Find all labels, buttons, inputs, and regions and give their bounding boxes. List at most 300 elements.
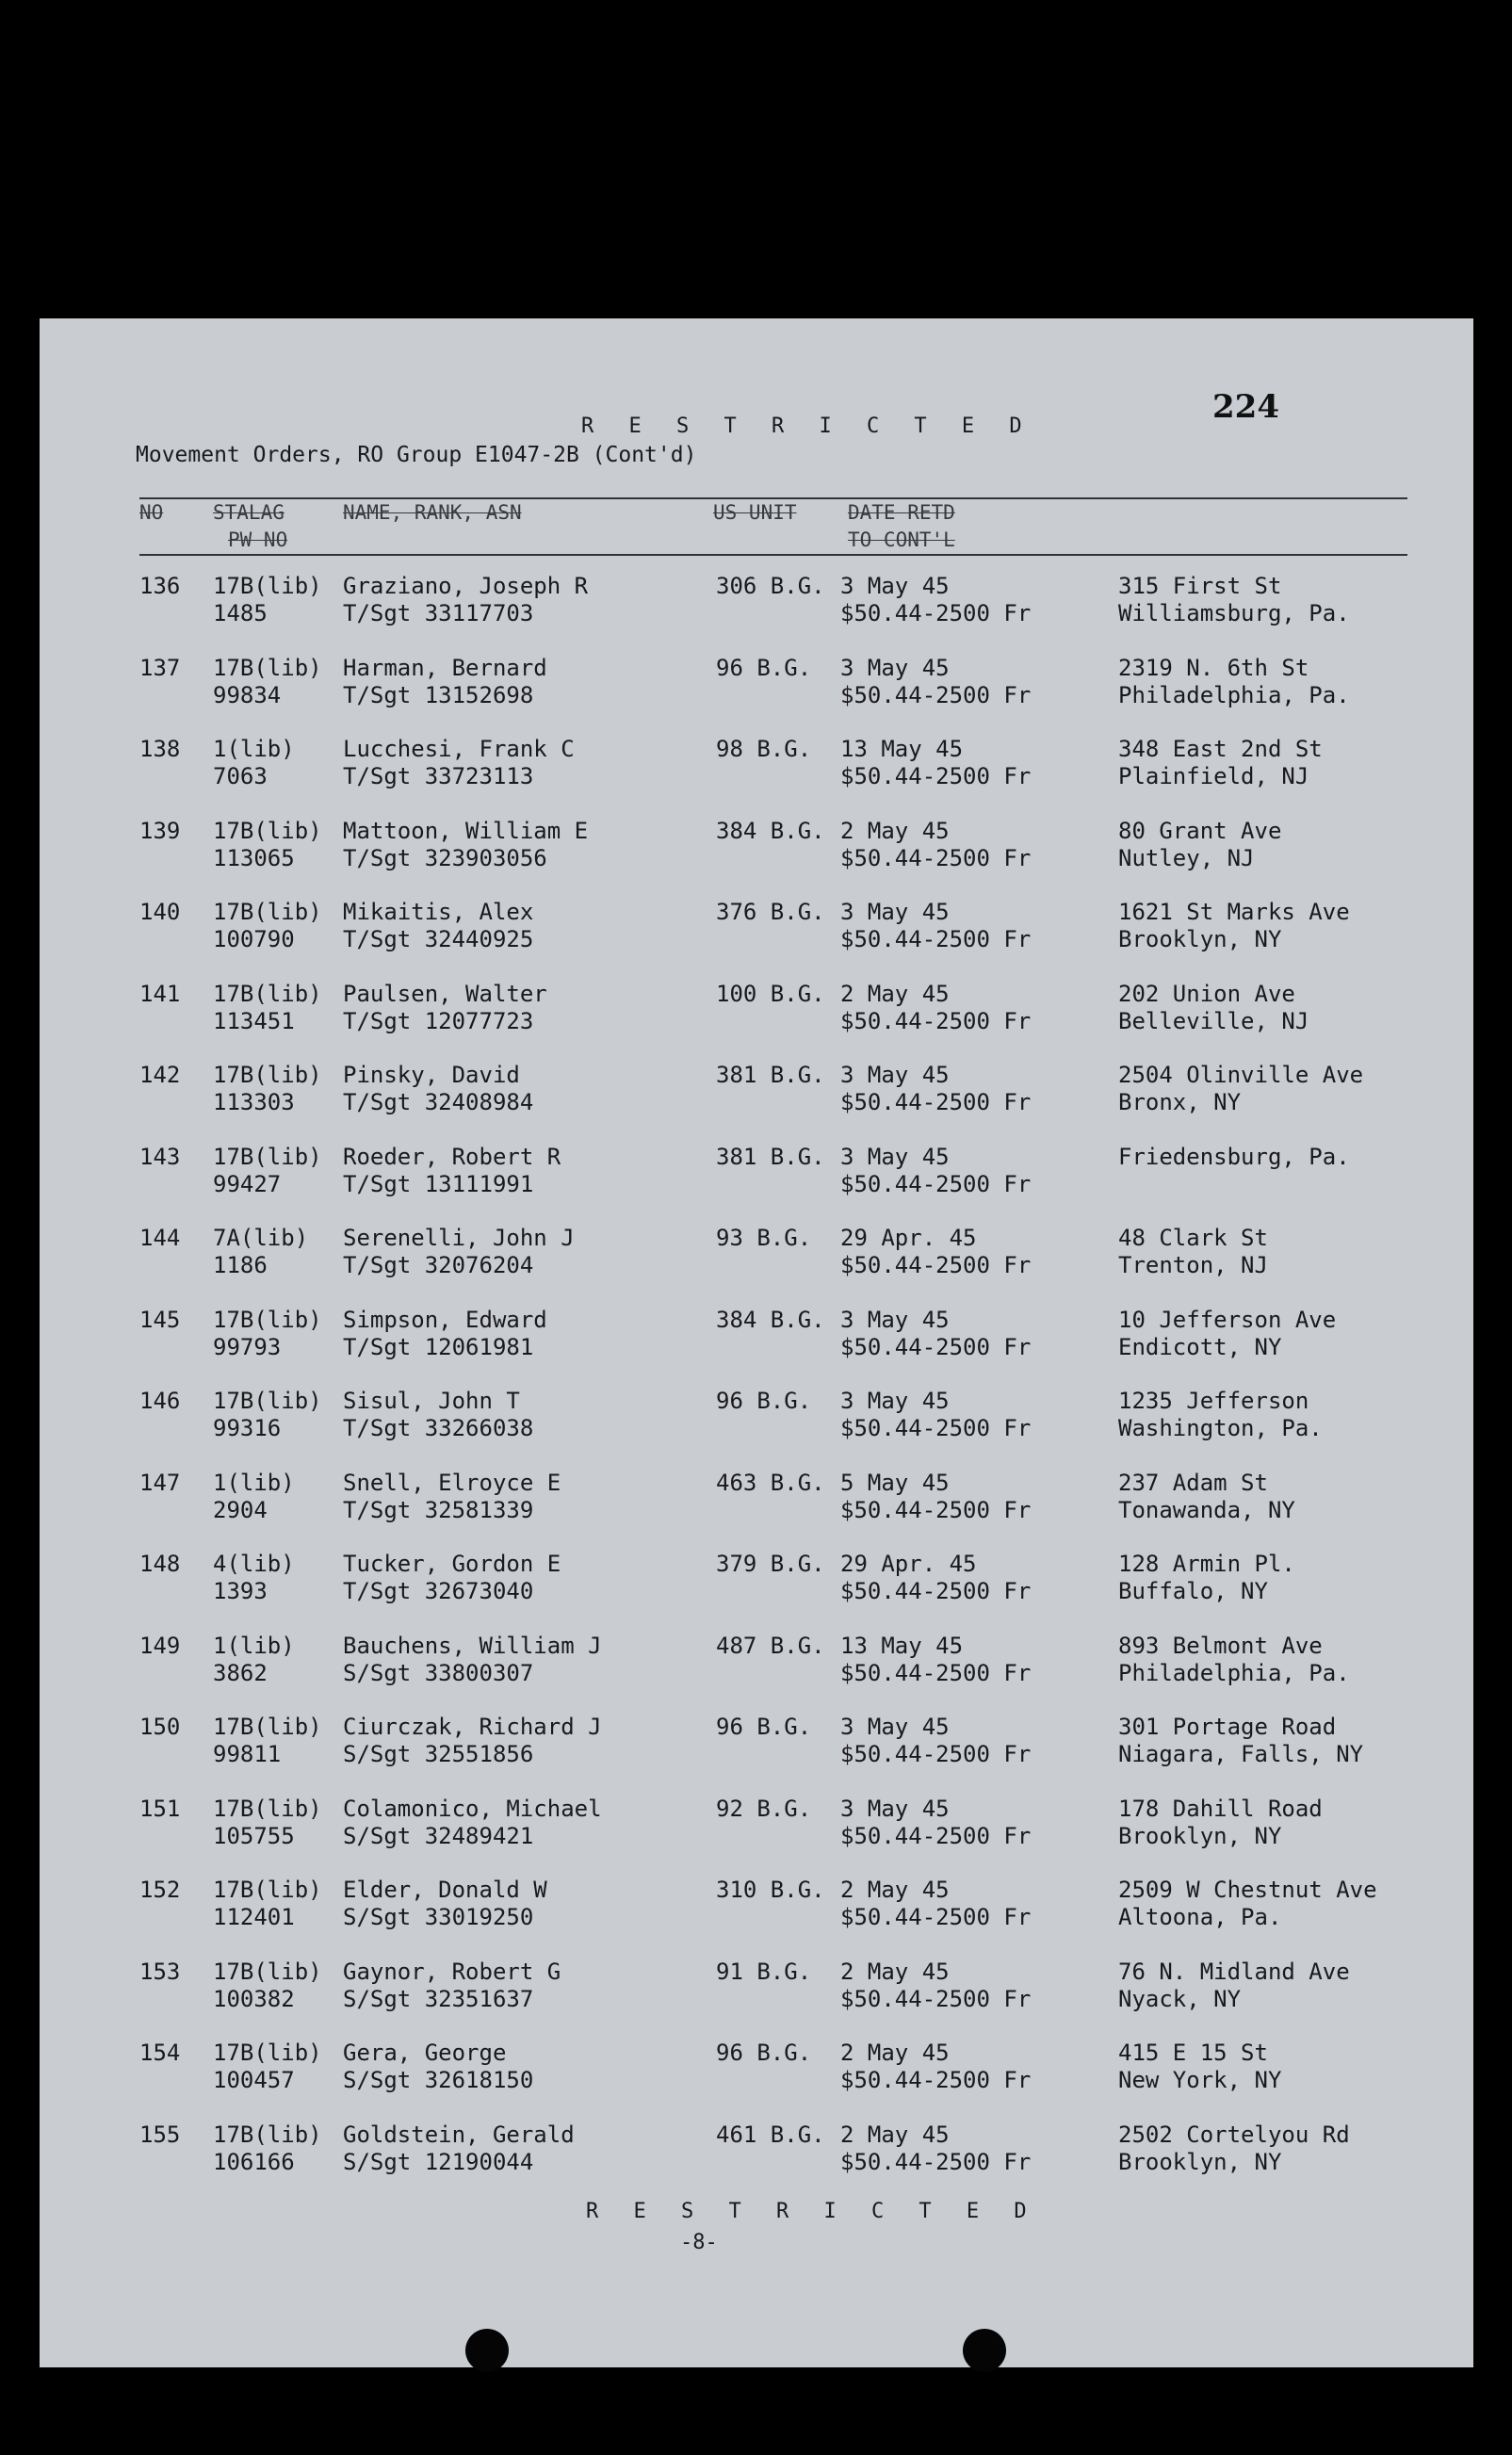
row-unit <box>716 1388 811 1415</box>
row-name-rank <box>343 2040 533 2094</box>
row-date-pay-pay: $50.44-2500 Fr <box>840 1578 1032 1604</box>
row-address-addr1: 301 Portage Road <box>1118 1714 1337 1740</box>
row-stalag-pw: 1186 <box>213 1252 268 1278</box>
row-number-no: 150 <box>139 1714 181 1740</box>
row-name-rank <box>343 655 547 709</box>
row-stalag-pw: 113303 <box>213 1089 295 1115</box>
row-address-addr2: Niagara, Falls, NY <box>1118 1741 1364 1767</box>
row-unit-unit: 384 B.G. <box>716 817 825 844</box>
row-name-rank <box>343 981 547 1035</box>
row-name-rank <box>343 1796 602 1850</box>
row-number <box>139 899 180 926</box>
row-number-no: 136 <box>139 573 181 599</box>
row-name-rank-rank-asn: T/Sgt 12077723 <box>343 1007 534 1034</box>
row-address <box>1118 1144 1434 1171</box>
row-date-pay <box>840 981 1031 1035</box>
row-date-pay <box>840 1307 1031 1361</box>
punch-hole-left <box>465 2329 509 2372</box>
row-name-rank-rank-asn: T/Sgt 32440925 <box>343 926 534 952</box>
row-date-pay <box>840 1062 1031 1116</box>
row-name-rank-name: Harman, Bernard <box>343 654 547 681</box>
row-unit-unit: 381 B.G. <box>716 1062 825 1088</box>
row-address-addr1: 48 Clark St <box>1118 1225 1268 1251</box>
row-stalag-pw: 113065 <box>213 844 295 871</box>
row-address-addr1: 415 E 15 St <box>1118 2040 1268 2066</box>
row-date-pay-date: 2 May 45 <box>840 1877 950 1903</box>
row-stalag <box>213 573 322 627</box>
row-number-no: 140 <box>139 899 181 925</box>
row-unit-unit: 306 B.G. <box>716 573 825 599</box>
row-stalag <box>213 1959 322 2013</box>
table-row <box>40 1796 1473 1878</box>
row-date-pay-pay: $50.44-2500 Fr <box>840 1007 1032 1034</box>
row-stalag <box>213 1144 322 1198</box>
row-number-no: 147 <box>139 1469 181 1496</box>
row-stalag-stalag: 17B(lib) <box>213 1958 322 1985</box>
row-unit <box>716 1470 825 1497</box>
row-name-rank-name: Serenelli, John J <box>343 1225 575 1251</box>
row-number-no: 155 <box>139 2121 181 2148</box>
table-row <box>40 573 1473 655</box>
row-date-pay <box>840 1388 1031 1442</box>
row-name-rank-rank-asn: T/Sgt 13111991 <box>343 1170 534 1197</box>
row-unit-unit: 461 B.G. <box>716 2121 825 2148</box>
row-unit <box>716 818 825 845</box>
row-date-pay <box>840 1551 1031 1605</box>
row-unit <box>716 1225 811 1252</box>
table-row <box>40 655 1473 737</box>
row-stalag-stalag: 1(lib) <box>213 736 295 762</box>
row-stalag-pw: 100790 <box>213 926 295 952</box>
row-date-pay-pay: $50.44-2500 Fr <box>840 1985 1032 2012</box>
col-header-stalag: STALAG <box>213 501 285 524</box>
row-unit <box>716 1877 825 1904</box>
row-name-rank-rank-asn: S/Sgt 33800307 <box>343 1659 534 1686</box>
row-address <box>1118 1633 1434 1687</box>
row-address <box>1118 1877 1434 1931</box>
row-unit <box>716 1959 811 1986</box>
row-date-pay-date: 2 May 45 <box>840 2121 950 2148</box>
row-name-rank-rank-asn: S/Sgt 32489421 <box>343 1822 534 1849</box>
row-name-rank-rank-asn: T/Sgt 32408984 <box>343 1089 534 1115</box>
row-name-rank-rank-asn: T/Sgt 32581339 <box>343 1496 534 1523</box>
table-row <box>40 1062 1473 1144</box>
row-address-addr2: Brooklyn, NY <box>1118 926 1282 952</box>
row-date-pay-pay: $50.44-2500 Fr <box>840 1496 1032 1523</box>
row-number-no: 141 <box>139 980 181 1007</box>
table-row <box>40 899 1473 981</box>
row-date-pay-pay: $50.44-2500 Fr <box>840 2148 1032 2175</box>
row-unit-unit: 379 B.G. <box>716 1551 825 1577</box>
row-address-addr1: 80 Grant Ave <box>1118 817 1282 844</box>
row-date-pay-date: 3 May 45 <box>840 654 950 681</box>
row-stalag-pw: 99793 <box>213 1333 282 1360</box>
col-header-pw-no: PW NO <box>228 528 288 551</box>
row-address-addr1: 2502 Cortelyou Rd <box>1118 2121 1350 2148</box>
row-name-rank <box>343 736 575 790</box>
row-name-rank-name: Pinsky, David <box>343 1062 520 1088</box>
row-address <box>1118 899 1434 953</box>
row-address-addr1: 2504 Olinville Ave <box>1118 1062 1364 1088</box>
row-address-addr2: Tonawanda, NY <box>1118 1496 1295 1523</box>
row-stalag-pw: 105755 <box>213 1822 295 1849</box>
row-stalag-pw: 100382 <box>213 1985 295 2012</box>
row-name-rank-name: Mattoon, William E <box>343 817 589 844</box>
row-date-pay <box>840 1796 1031 1850</box>
row-number-no: 152 <box>139 1877 181 1903</box>
row-name-rank <box>343 1144 561 1198</box>
row-address <box>1118 1307 1434 1361</box>
row-date-pay-date: 3 May 45 <box>840 1143 950 1170</box>
table-row <box>40 2040 1473 2122</box>
row-name-rank-name: Paulsen, Walter <box>343 980 547 1007</box>
row-stalag <box>213 2122 322 2176</box>
table-row <box>40 1633 1473 1715</box>
row-stalag-stalag: 17B(lib) <box>213 899 322 925</box>
row-date-pay <box>840 2040 1031 2094</box>
row-stalag-pw: 1393 <box>213 1578 268 1604</box>
restricted-header: R E S T R I C T E D <box>581 415 1033 438</box>
row-unit-unit: 376 B.G. <box>716 899 825 925</box>
row-stalag <box>213 736 295 790</box>
row-stalag <box>213 1633 295 1687</box>
row-name-rank-rank-asn: T/Sgt 32076204 <box>343 1252 534 1278</box>
row-address <box>1118 1062 1434 1116</box>
row-unit-unit: 487 B.G. <box>716 1632 825 1659</box>
row-unit <box>716 1307 825 1334</box>
row-number <box>139 2040 180 2067</box>
row-address-addr2: Nyack, NY <box>1118 1985 1242 2012</box>
row-date-pay-date: 3 May 45 <box>840 899 950 925</box>
row-address-addr1: 315 First St <box>1118 573 1282 599</box>
row-stalag-pw: 99427 <box>213 1170 282 1197</box>
row-address-addr1: 128 Armin Pl. <box>1118 1551 1295 1577</box>
row-unit <box>716 899 825 926</box>
row-name-rank <box>343 1307 547 1361</box>
row-address <box>1118 1796 1434 1850</box>
row-number-no: 144 <box>139 1225 181 1251</box>
row-unit <box>716 2040 811 2067</box>
row-unit-unit: 100 B.G. <box>716 980 825 1007</box>
row-name-rank <box>343 1062 533 1116</box>
row-number <box>139 655 180 682</box>
row-address <box>1118 1470 1434 1524</box>
row-unit <box>716 1796 811 1823</box>
row-stalag <box>213 1714 322 1768</box>
row-date-pay-pay: $50.44-2500 Fr <box>840 844 1032 871</box>
row-number <box>139 1144 180 1171</box>
header-rule-top <box>139 497 1407 499</box>
row-stalag-stalag: 17B(lib) <box>213 1388 322 1414</box>
row-name-rank-rank-asn: T/Sgt 33117703 <box>343 600 534 626</box>
row-stalag-pw: 113451 <box>213 1007 295 1034</box>
col-header-date: DATE RETD <box>848 501 955 524</box>
row-name-rank <box>343 2122 575 2176</box>
row-name-rank <box>343 1877 547 1931</box>
table-row <box>40 736 1473 818</box>
row-address <box>1118 1388 1434 1442</box>
row-name-rank <box>343 1225 575 1279</box>
row-address-addr1: 10 Jefferson Ave <box>1118 1306 1337 1333</box>
document-page <box>40 318 1473 2367</box>
row-address <box>1118 981 1434 1035</box>
row-name-rank-name: Roeder, Robert R <box>343 1143 561 1170</box>
row-stalag-pw: 99316 <box>213 1415 282 1441</box>
row-name-rank-name: Colamonico, Michael <box>343 1795 602 1822</box>
row-address-addr2: Plainfield, NJ <box>1118 763 1309 789</box>
row-name-rank-name: Tucker, Gordon E <box>343 1551 561 1577</box>
table-row <box>40 818 1473 900</box>
row-address-addr1: 76 N. Midland Ave <box>1118 1958 1350 1985</box>
row-address-addr1: 1235 Jefferson <box>1118 1388 1309 1414</box>
row-name-rank-name: Graziano, Joseph R <box>343 573 589 599</box>
row-stalag-stalag: 17B(lib) <box>213 980 322 1007</box>
row-stalag <box>213 899 322 953</box>
row-address-addr1: 2509 W Chestnut Ave <box>1118 1877 1377 1903</box>
row-name-rank-name: Lucchesi, Frank C <box>343 736 575 762</box>
row-stalag-stalag: 17B(lib) <box>213 573 322 599</box>
row-name-rank <box>343 899 533 953</box>
row-stalag-stalag: 17B(lib) <box>213 1306 322 1333</box>
row-unit <box>716 573 825 600</box>
row-number <box>139 1225 180 1252</box>
row-date-pay-date: 3 May 45 <box>840 1306 950 1333</box>
row-address-addr2: Brooklyn, NY <box>1118 1822 1282 1849</box>
row-stalag-stalag: 1(lib) <box>213 1632 295 1659</box>
row-number-no: 145 <box>139 1306 181 1333</box>
table-row <box>40 1714 1473 1796</box>
row-date-pay-date: 3 May 45 <box>840 1062 950 1088</box>
row-stalag <box>213 1551 295 1605</box>
row-name-rank-name: Goldstein, Gerald <box>343 2121 575 2148</box>
row-stalag-stalag: 17B(lib) <box>213 654 322 681</box>
row-number-no: 148 <box>139 1551 181 1577</box>
row-date-pay-date: 2 May 45 <box>840 980 950 1007</box>
footer-page-number: -8- <box>680 2231 718 2254</box>
row-date-pay-date: 3 May 45 <box>840 1388 950 1414</box>
row-name-rank-rank-asn: T/Sgt 33723113 <box>343 763 534 789</box>
row-date-pay-pay: $50.44-2500 Fr <box>840 1415 1032 1441</box>
row-name-rank-rank-asn: T/Sgt 13152698 <box>343 681 534 708</box>
row-address-addr2: Trenton, NJ <box>1118 1252 1268 1278</box>
row-address-addr2: Bronx, NY <box>1118 1089 1242 1115</box>
row-address <box>1118 1551 1434 1605</box>
row-date-pay-date: 29 Apr. 45 <box>840 1551 977 1577</box>
row-unit-unit: 96 B.G. <box>716 2040 812 2066</box>
row-stalag <box>213 1388 322 1442</box>
row-date-pay-date: 2 May 45 <box>840 817 950 844</box>
row-date-pay <box>840 736 1031 790</box>
col-header-to-cont: TO CONT'L <box>848 528 955 551</box>
row-date-pay-date: 13 May 45 <box>840 736 964 762</box>
row-stalag-pw: 2904 <box>213 1496 268 1523</box>
row-number <box>139 1307 180 1334</box>
row-unit <box>716 1633 825 1660</box>
row-unit <box>716 2122 825 2149</box>
row-unit <box>716 655 811 682</box>
row-date-pay <box>840 1959 1031 2013</box>
row-date-pay <box>840 818 1031 872</box>
row-name-rank-rank-asn: S/Sgt 33019250 <box>343 1904 534 1930</box>
row-unit-unit: 381 B.G. <box>716 1143 825 1170</box>
row-number <box>139 1388 180 1415</box>
row-date-pay-date: 3 May 45 <box>840 1795 950 1822</box>
row-stalag-stalag: 17B(lib) <box>213 2121 322 2148</box>
row-name-rank-name: Gaynor, Robert G <box>343 1958 561 1985</box>
row-date-pay-pay: $50.44-2500 Fr <box>840 926 1032 952</box>
row-stalag-stalag: 17B(lib) <box>213 1795 322 1822</box>
row-stalag-pw: 100457 <box>213 2067 295 2093</box>
row-stalag-pw: 1485 <box>213 600 268 626</box>
row-stalag-stalag: 1(lib) <box>213 1469 295 1496</box>
row-number-no: 149 <box>139 1632 181 1659</box>
punch-hole-right <box>963 2329 1006 2372</box>
row-address <box>1118 736 1434 790</box>
row-address-addr2: Philadelphia, Pa. <box>1118 681 1350 708</box>
row-number-no: 153 <box>139 1958 181 1985</box>
row-unit <box>716 1144 825 1171</box>
row-date-pay-date: 2 May 45 <box>840 1958 950 1985</box>
row-number <box>139 1633 180 1660</box>
table-row <box>40 1551 1473 1633</box>
row-unit <box>716 736 811 763</box>
row-stalag-pw: 3862 <box>213 1659 268 1686</box>
row-address <box>1118 1714 1434 1768</box>
row-date-pay <box>840 1877 1031 1931</box>
table-row <box>40 1144 1473 1226</box>
row-address <box>1118 2122 1434 2176</box>
row-address-addr2: Endicott, NY <box>1118 1333 1282 1360</box>
row-number <box>139 1796 180 1823</box>
row-date-pay-date: 5 May 45 <box>840 1469 950 1496</box>
row-name-rank-name: Sisul, John T <box>343 1388 520 1414</box>
row-stalag <box>213 1796 322 1850</box>
table-row <box>40 1225 1473 1307</box>
row-name-rank <box>343 1633 602 1687</box>
row-stalag <box>213 981 322 1035</box>
row-date-pay-pay: $50.44-2500 Fr <box>840 1904 1032 1930</box>
row-address <box>1118 1225 1434 1279</box>
row-address-addr2: Washington, Pa. <box>1118 1415 1323 1441</box>
row-stalag <box>213 818 322 872</box>
row-name-rank-name: Simpson, Edward <box>343 1306 547 1333</box>
table-row <box>40 1877 1473 1959</box>
row-address-addr2: Buffalo, NY <box>1118 1578 1268 1604</box>
row-date-pay <box>840 1225 1031 1279</box>
row-address-addr2: Williamsburg, Pa. <box>1118 600 1350 626</box>
row-unit-unit: 384 B.G. <box>716 1306 825 1333</box>
row-date-pay-date: 3 May 45 <box>840 573 950 599</box>
row-stalag-pw: 99834 <box>213 681 282 708</box>
table-row <box>40 2122 1473 2203</box>
row-stalag-pw: 112401 <box>213 1904 295 1930</box>
row-date-pay-pay: $50.44-2500 Fr <box>840 1741 1032 1767</box>
row-unit-unit: 96 B.G. <box>716 1714 812 1740</box>
row-date-pay-pay: $50.44-2500 Fr <box>840 600 1032 626</box>
row-date-pay <box>840 1633 1031 1687</box>
row-number <box>139 1959 180 1986</box>
row-stalag <box>213 1307 322 1361</box>
row-unit-unit: 93 B.G. <box>716 1225 812 1251</box>
row-address <box>1118 1959 1434 2013</box>
row-unit <box>716 1062 825 1089</box>
row-name-rank-name: Mikaitis, Alex <box>343 899 534 925</box>
row-stalag-stalag: 4(lib) <box>213 1551 295 1577</box>
row-number <box>139 736 180 763</box>
row-unit-unit: 96 B.G. <box>716 654 812 681</box>
row-stalag <box>213 1062 322 1116</box>
row-number <box>139 1877 180 1904</box>
row-name-rank-rank-asn: T/Sgt 32673040 <box>343 1578 534 1604</box>
row-number <box>139 1714 180 1741</box>
row-stalag <box>213 1225 308 1279</box>
row-name-rank-rank-asn: T/Sgt 12061981 <box>343 1333 534 1360</box>
row-stalag <box>213 1877 322 1931</box>
row-stalag-stalag: 7A(lib) <box>213 1225 309 1251</box>
row-date-pay-pay: $50.44-2500 Fr <box>840 1333 1032 1360</box>
row-stalag-pw: 106166 <box>213 2148 295 2175</box>
page-number: 224 <box>1212 388 1279 426</box>
row-name-rank-name: Ciurczak, Richard J <box>343 1714 602 1740</box>
row-stalag <box>213 1470 295 1524</box>
header-rule-bottom <box>139 554 1407 556</box>
row-unit-unit: 96 B.G. <box>716 1388 812 1414</box>
row-name-rank <box>343 1714 602 1768</box>
row-date-pay <box>840 655 1031 709</box>
row-number-no: 139 <box>139 817 181 844</box>
row-number-no: 154 <box>139 2040 181 2066</box>
table-row <box>40 1959 1473 2040</box>
row-date-pay <box>840 1144 1031 1198</box>
row-address-addr2: New York, NY <box>1118 2067 1282 2093</box>
row-date-pay <box>840 1714 1031 1768</box>
row-stalag-pw: 7063 <box>213 763 268 789</box>
row-unit-unit: 92 B.G. <box>716 1795 812 1822</box>
row-stalag-stalag: 17B(lib) <box>213 817 322 844</box>
table-row <box>40 1388 1473 1470</box>
row-address-addr2: Brooklyn, NY <box>1118 2148 1282 2175</box>
row-stalag-pw: 99811 <box>213 1741 282 1767</box>
row-date-pay-pay: $50.44-2500 Fr <box>840 763 1032 789</box>
row-date-pay-date: 3 May 45 <box>840 1714 950 1740</box>
restricted-footer: R E S T R I C T E D <box>586 2200 1038 2223</box>
row-address-addr2: Nutley, NJ <box>1118 844 1255 871</box>
row-number <box>139 981 180 1008</box>
row-date-pay-date: 2 May 45 <box>840 2040 950 2066</box>
row-date-pay-pay: $50.44-2500 Fr <box>840 1822 1032 1849</box>
col-header-no: NO <box>139 501 164 524</box>
row-number-no: 138 <box>139 736 181 762</box>
row-date-pay-date: 13 May 45 <box>840 1632 964 1659</box>
col-header-name: NAME, RANK, ASN <box>343 501 522 524</box>
row-name-rank-name: Snell, Elroyce E <box>343 1469 561 1496</box>
row-name-rank <box>343 1388 533 1442</box>
row-number <box>139 573 180 600</box>
row-number <box>139 1470 180 1497</box>
row-stalag <box>213 655 322 709</box>
row-number <box>139 1551 180 1578</box>
row-stalag-stalag: 17B(lib) <box>213 1062 322 1088</box>
row-date-pay <box>840 573 1031 627</box>
row-address <box>1118 2040 1434 2094</box>
row-address-addr2: Philadelphia, Pa. <box>1118 1659 1350 1686</box>
row-name-rank-rank-asn: T/Sgt 323903056 <box>343 844 547 871</box>
row-date-pay-pay: $50.44-2500 Fr <box>840 1170 1032 1197</box>
row-name-rank-rank-asn: S/Sgt 12190044 <box>343 2148 534 2175</box>
row-address-addr1: 1621 St Marks Ave <box>1118 899 1350 925</box>
row-name-rank <box>343 1959 561 2013</box>
row-address <box>1118 655 1434 709</box>
